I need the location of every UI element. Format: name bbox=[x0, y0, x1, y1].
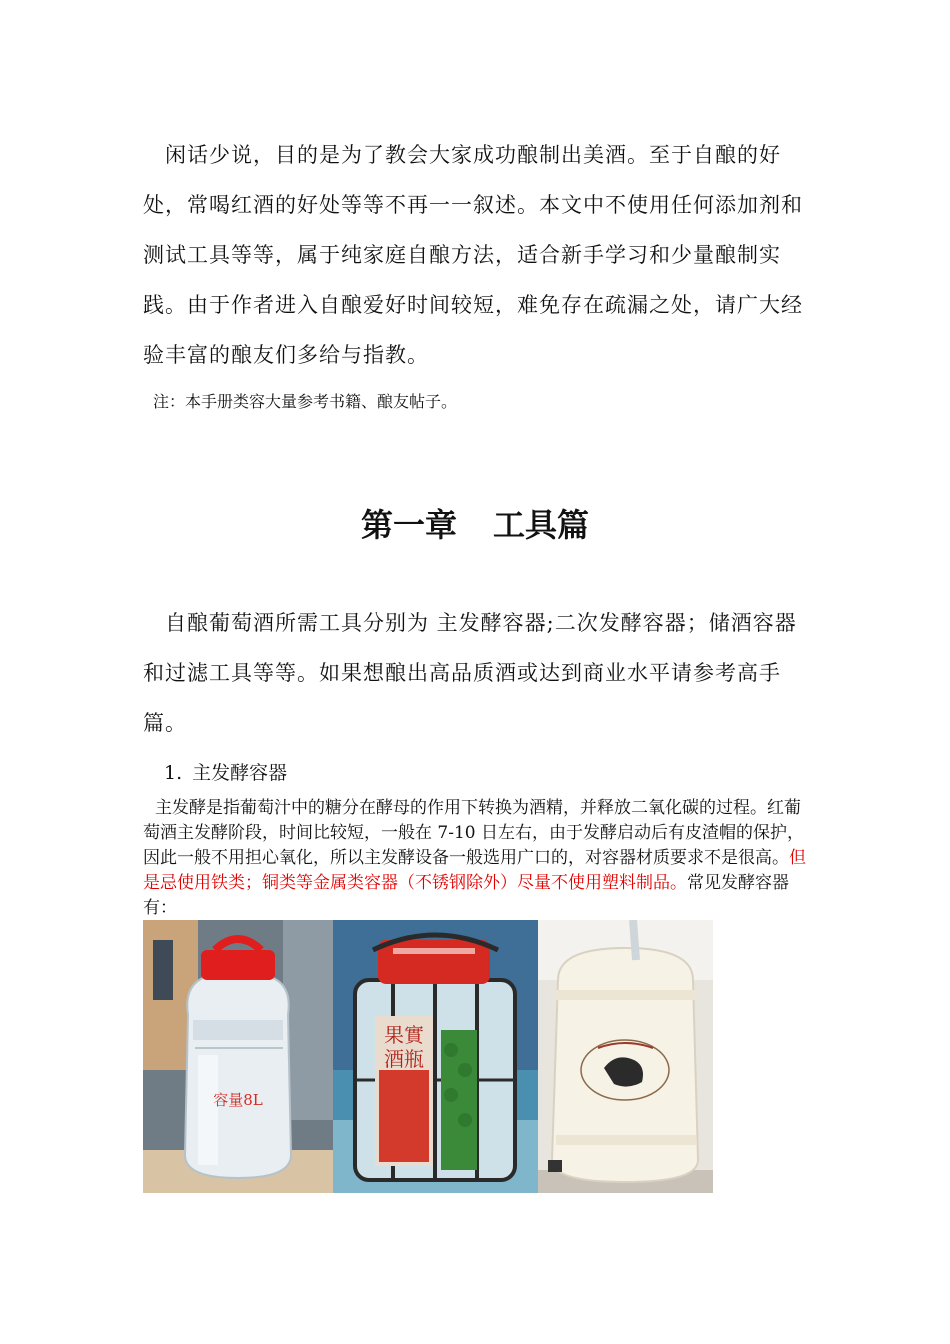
container-intro-text: 常见发酵容器有： bbox=[143, 873, 789, 918]
fermentation-text: 主发酵是指葡萄汁中的糖分在酵母的作用下转换为酒精，并释放二氧化碳的过程。红葡萄酒主发酵阶段，时间比较短，一般在 7-10 日左右，由于发酵启动后有皮渣帽的保护，因此一般不用担心氧化，所以主发酵设备一般选用广口的，对容器材质要求不是很高。 bbox=[143, 798, 804, 868]
fruit-wine-jar-photo bbox=[333, 920, 538, 1193]
jar2-label-bottom: 酒瓶 bbox=[384, 1047, 424, 1071]
jar2-label-top: 果實 bbox=[384, 1023, 424, 1047]
warning-text: 但是忌使用铁类；铜类等金属类容器（不锈钢除外）尽量不使用塑料制品。 bbox=[143, 848, 806, 893]
section-title: 主发酵容器 bbox=[192, 762, 288, 784]
section-heading bbox=[164, 758, 287, 788]
chapter-heading bbox=[0, 500, 950, 550]
white-fermenter-photo bbox=[538, 920, 713, 1193]
intro-paragraph: 闲话少说，目的是为了教会大家成功酿制出美酒。至于自酿的好处，常喝红酒的好处等等不再一一叙述。本文中不使用任何添加剂和测试工具等等，属于纯家庭自酿方法，适合新手学习和少量酿制实践。由于作者进入自酿爱好时间较短，难免存在疏漏之处，请广大经验丰富的酿友们多给与指教。 bbox=[143, 143, 803, 367]
container-photos bbox=[143, 920, 713, 1193]
tools-paragraph: 自酿葡萄酒所需工具分别为 主发酵容器;二次发酵容器；储酒容器和过滤工具等等。如果想酿出高品质酒或达到商业水平请参考高手篇。 bbox=[143, 611, 797, 735]
fermentation-paragraph bbox=[143, 796, 807, 921]
chapter-title: 工具篇 bbox=[493, 506, 590, 544]
section-number: 1. bbox=[164, 762, 183, 784]
intro-note: 注：本手册类容大量参考书籍、酿友帖子。 bbox=[153, 392, 458, 411]
jar1-label: 容量8L bbox=[213, 1091, 263, 1109]
chapter-number: 第一章 bbox=[360, 506, 457, 544]
glass-jar-photo bbox=[143, 920, 333, 1193]
